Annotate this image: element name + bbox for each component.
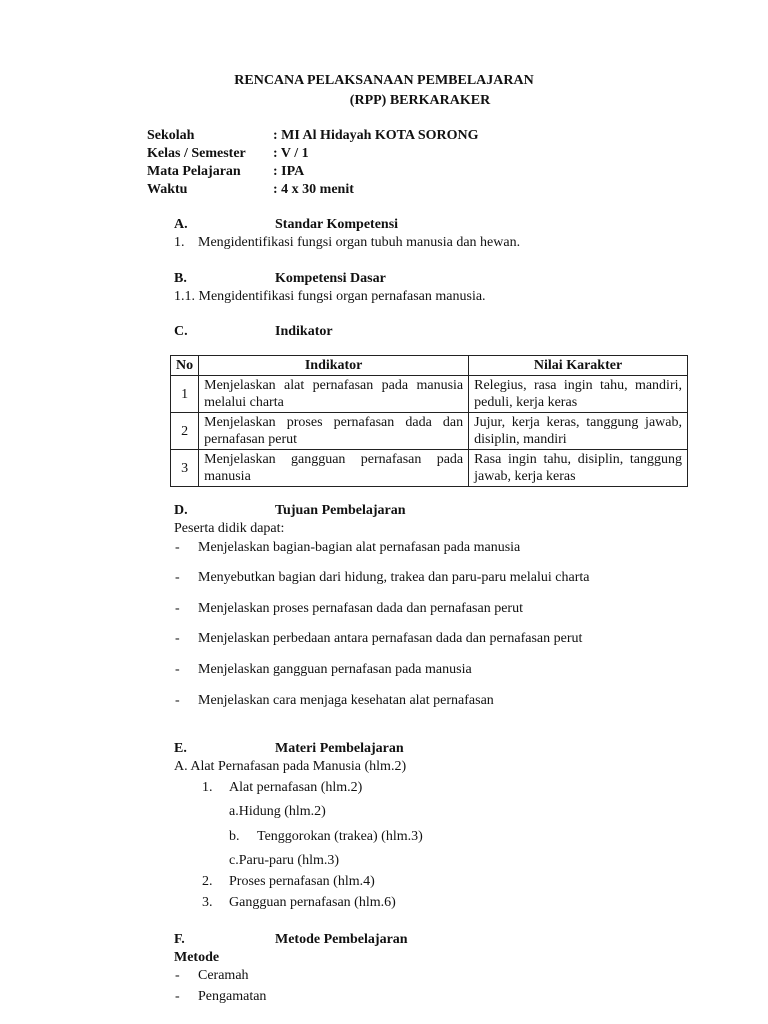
section-b-text: 1.1. Mengidentifikasi fungsi organ pernafasan manusia. bbox=[174, 289, 486, 304]
materi-item: Proses pernafasan (hlm.4) bbox=[229, 874, 375, 889]
bullet-dash: - bbox=[175, 989, 180, 1004]
bullet-dash: - bbox=[175, 968, 180, 983]
table-cell-no: 3 bbox=[171, 450, 199, 487]
table-cell-no: 2 bbox=[171, 413, 199, 450]
materi-subitem: Tenggorokan (trakea) (hlm.3) bbox=[257, 829, 423, 844]
tujuan-item: Menjelaskan gangguan pernafasan pada manusia bbox=[198, 662, 472, 677]
indikator-table bbox=[170, 355, 688, 487]
bullet-dash: - bbox=[175, 693, 180, 708]
section-d-intro: Peserta didik dapat: bbox=[174, 521, 285, 536]
metode-item: Ceramah bbox=[198, 968, 249, 983]
bullet-dash: - bbox=[175, 570, 180, 585]
info-value-mapel: : IPA bbox=[273, 164, 305, 179]
tujuan-item: Menjelaskan proses pernafasan dada dan pernafasan perut bbox=[198, 601, 523, 616]
materi-sub-a: A. Alat Pernafasan pada Manusia (hlm.2) bbox=[174, 759, 407, 774]
section-b-heading: Kompetensi Dasar bbox=[275, 271, 386, 286]
table-header-row bbox=[171, 356, 688, 376]
section-e-letter: E. bbox=[174, 741, 187, 756]
section-b-letter: B. bbox=[174, 271, 187, 286]
section-f-letter: F. bbox=[174, 932, 185, 947]
table-cell-nilai: Rasa ingin tahu, disiplin, tanggung jawab, kerja keras bbox=[469, 450, 688, 487]
table-cell-indikator: Menjelaskan proses pernafasan dada dan pernafasan perut bbox=[199, 413, 469, 450]
info-value-waktu: : 4 x 30 menit bbox=[273, 182, 354, 197]
materi-item-number: 3. bbox=[202, 895, 213, 910]
table-header-indikator: Indikator bbox=[199, 356, 469, 376]
tujuan-item: Menjelaskan cara menjaga kesehatan alat pernafasan bbox=[198, 693, 494, 708]
section-d-letter: D. bbox=[174, 503, 188, 518]
info-label-mapel: Mata Pelajaran bbox=[147, 164, 241, 179]
materi-item: Alat pernafasan (hlm.2) bbox=[229, 780, 363, 795]
section-d-heading: Tujuan Pembelajaran bbox=[275, 503, 406, 518]
materi-subitem: a.Hidung (hlm.2) bbox=[229, 804, 326, 819]
section-a-text: Mengidentifikasi fungsi organ tubuh manusia dan hewan. bbox=[198, 235, 521, 250]
table-header-no: No bbox=[171, 356, 199, 376]
table-cell-nilai: Relegius, rasa ingin tahu, mandiri, peduli, kerja keras bbox=[469, 376, 688, 413]
materi-item-number: 1. bbox=[202, 780, 213, 795]
doc-title-line2: (RPP) BERKARAKER bbox=[349, 93, 491, 108]
section-a-number: 1. bbox=[174, 235, 185, 250]
section-c-heading: Indikator bbox=[275, 324, 333, 339]
metode-item: Pengamatan bbox=[198, 989, 267, 1004]
table-row bbox=[171, 450, 688, 487]
info-label-sekolah: Sekolah bbox=[147, 128, 195, 143]
table-header-nilai: Nilai Karakter bbox=[469, 356, 688, 376]
materi-subitem: c.Paru-paru (hlm.3) bbox=[229, 853, 340, 868]
bullet-dash: - bbox=[175, 662, 180, 677]
materi-item: Gangguan pernafasan (hlm.6) bbox=[229, 895, 396, 910]
bullet-dash: - bbox=[175, 540, 180, 555]
section-a-heading: Standar Kompetensi bbox=[275, 217, 399, 232]
bullet-dash: - bbox=[175, 631, 180, 646]
metode-label: Metode bbox=[174, 950, 220, 965]
table-cell-indikator: Menjelaskan gangguan pernafasan pada manusia bbox=[199, 450, 469, 487]
tujuan-item: Menjelaskan bagian-bagian alat pernafasan pada manusia bbox=[198, 540, 521, 555]
section-a-letter: A. bbox=[174, 217, 188, 232]
info-label-kelas: Kelas / Semester bbox=[147, 146, 246, 161]
bullet-dash: - bbox=[175, 601, 180, 616]
materi-item-number: 2. bbox=[202, 874, 213, 889]
doc-title-line1: RENCANA PELAKSANAAN PEMBELAJARAN bbox=[234, 73, 534, 88]
tujuan-item: Menjelaskan perbedaan antara pernafasan dada dan pernafasan perut bbox=[198, 631, 583, 646]
table-row bbox=[171, 376, 688, 413]
section-c-letter: C. bbox=[174, 324, 188, 339]
info-value-kelas: : V / 1 bbox=[273, 146, 309, 161]
table-cell-no: 1 bbox=[171, 376, 199, 413]
tujuan-item: Menyebutkan bagian dari hidung, trakea dan paru-paru melalui charta bbox=[198, 570, 590, 585]
section-f-heading: Metode Pembelajaran bbox=[275, 932, 408, 947]
table-cell-indikator: Menjelaskan alat pernafasan pada manusia melalui charta bbox=[199, 376, 469, 413]
table-row bbox=[171, 413, 688, 450]
info-value-sekolah: : MI Al Hidayah KOTA SORONG bbox=[273, 128, 479, 143]
section-e-heading: Materi Pembelajaran bbox=[275, 741, 404, 756]
materi-subitem-letter: b. bbox=[229, 829, 240, 844]
info-label-waktu: Waktu bbox=[147, 182, 188, 197]
table-cell-nilai: Jujur, kerja keras, tanggung jawab, disiplin, mandiri bbox=[469, 413, 688, 450]
